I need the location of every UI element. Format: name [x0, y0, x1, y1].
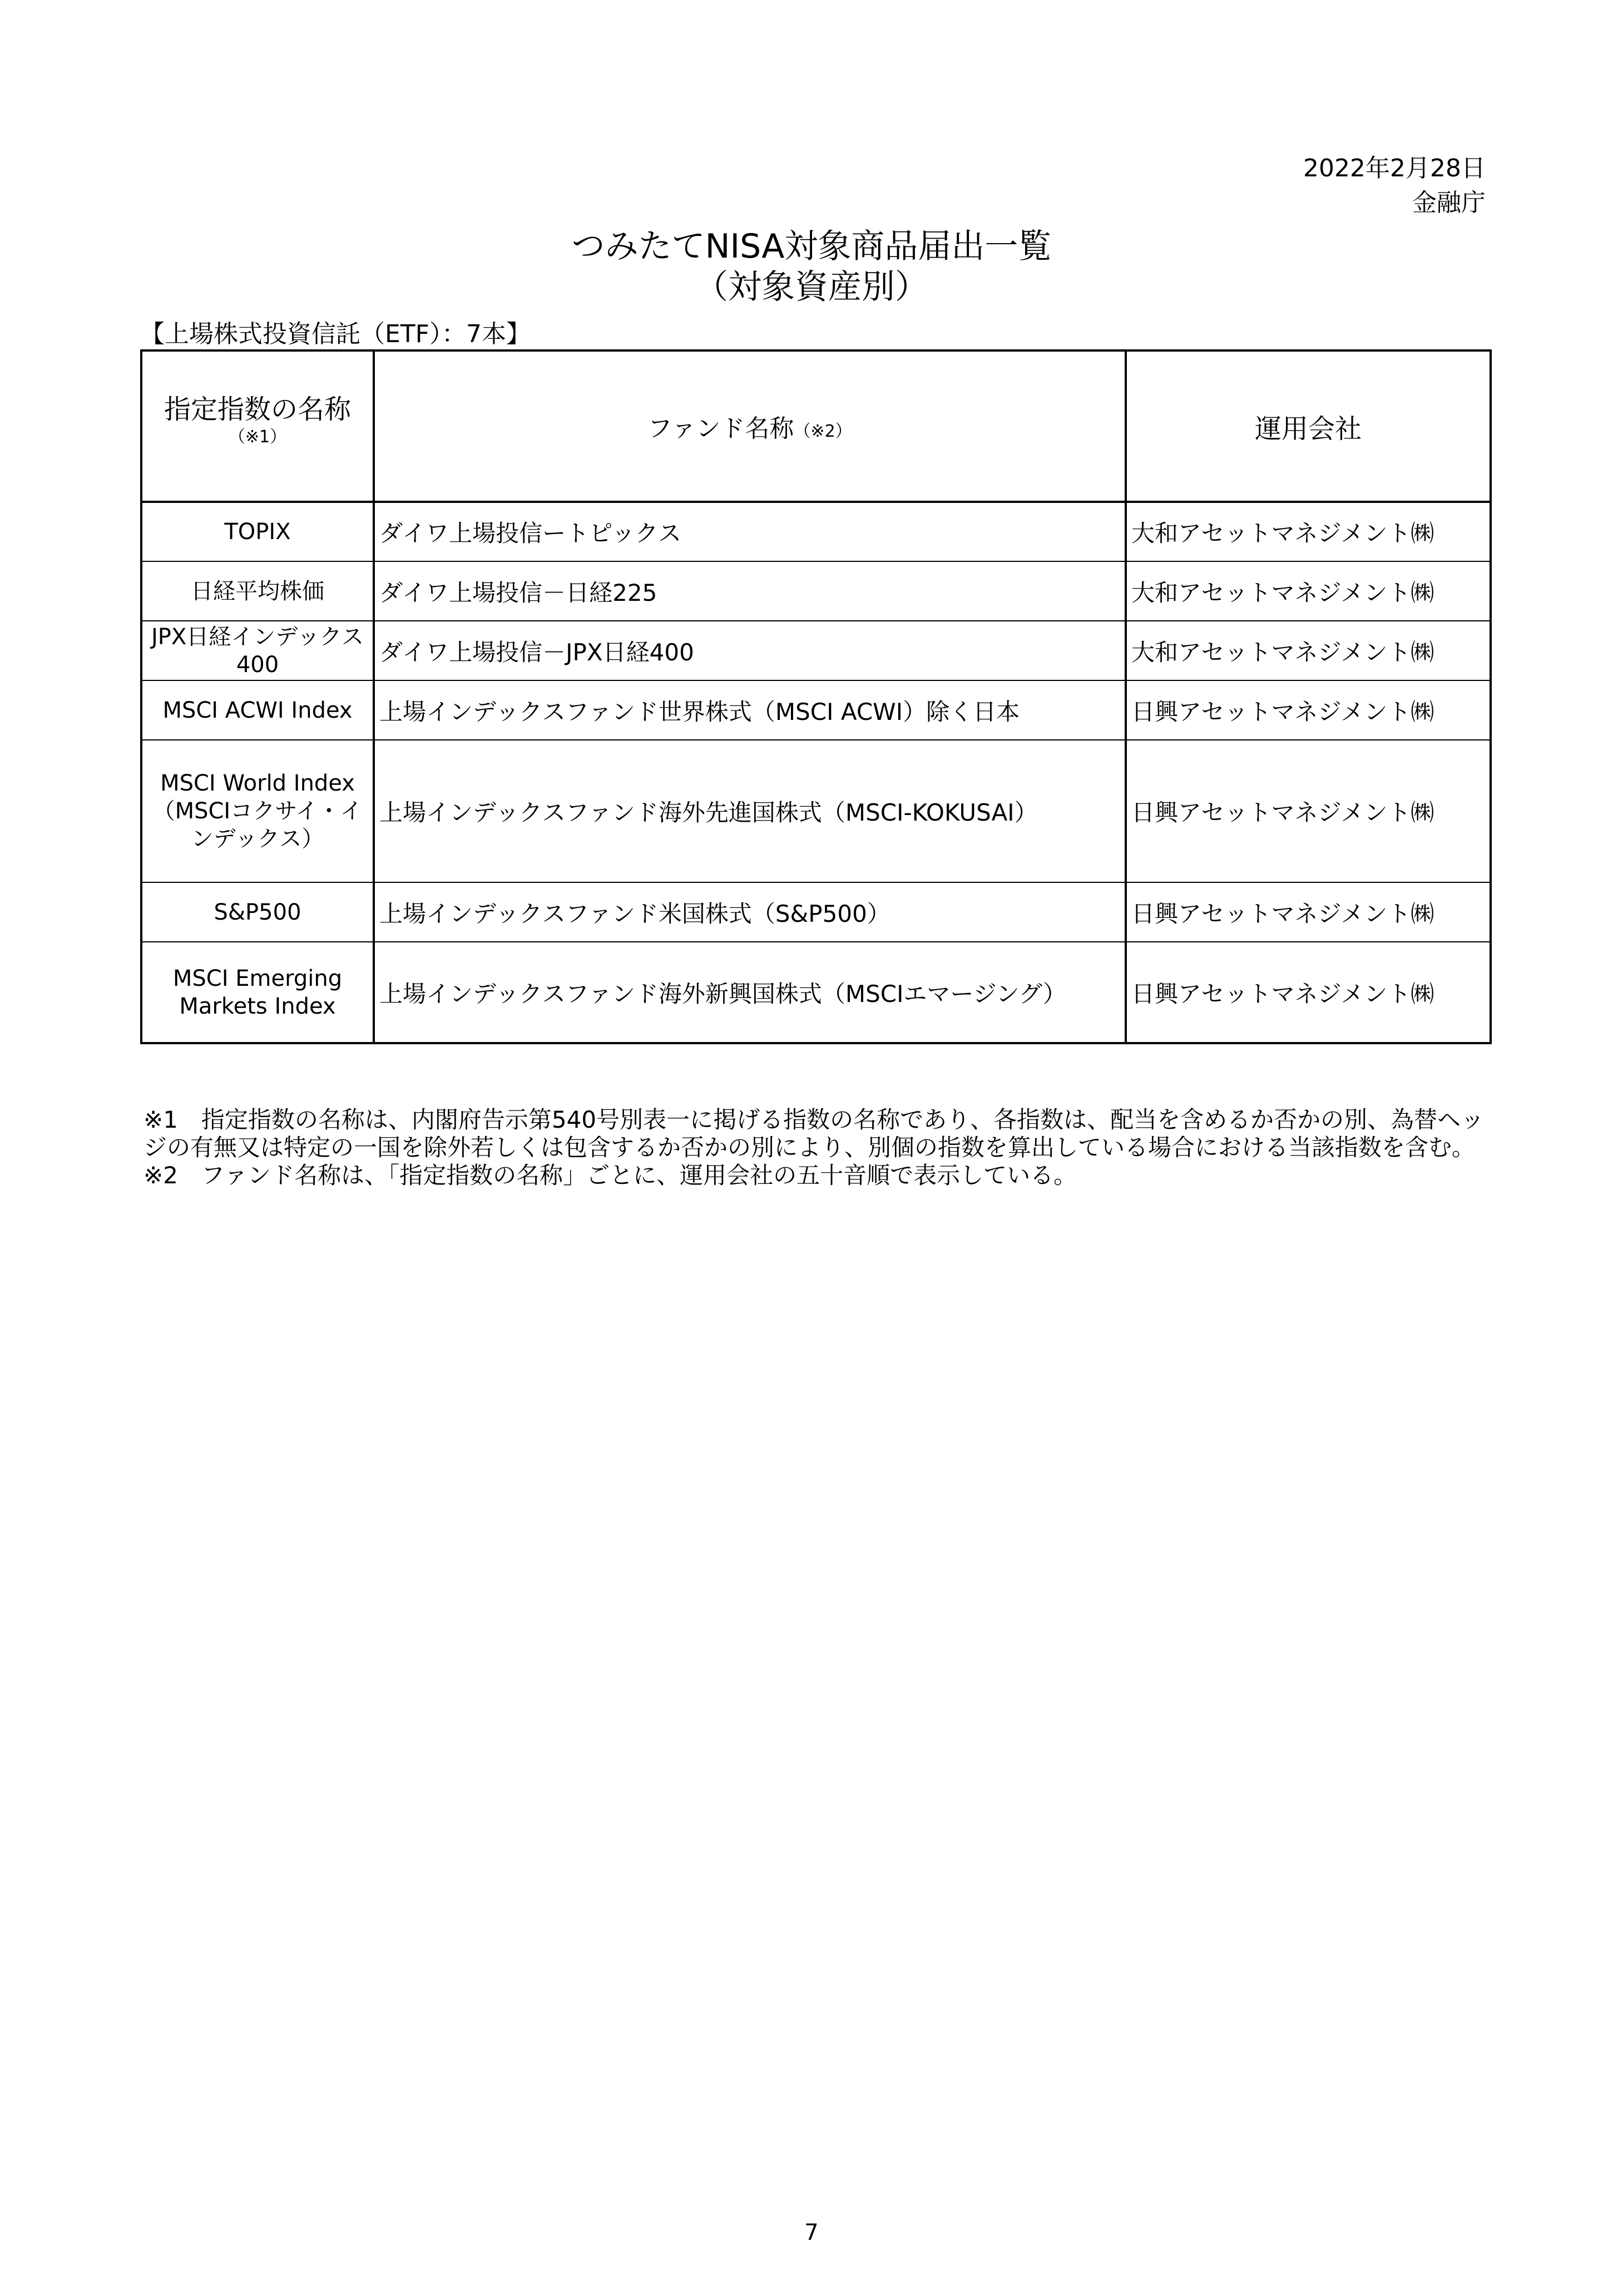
- column-header-company: 運用会社: [1126, 350, 1491, 502]
- document-title: つみたてNISA対象商品届出一覧: [571, 227, 1052, 266]
- document-subtitle: （対象資産別）: [695, 268, 928, 307]
- fund-cell: 上場インデックスファンド海外先進国株式（MSCI-KOKUSAI）: [374, 740, 1126, 882]
- table-row: [141, 882, 1491, 942]
- company-cell: 日興アセットマネジメント㈱: [1126, 680, 1491, 740]
- index-cell: 日経平均株価: [141, 561, 374, 621]
- table-header-row: [141, 350, 1491, 502]
- company-cell: 大和アセットマネジメント㈱: [1126, 502, 1491, 561]
- fund-cell: 上場インデックスファンド世界株式（MSCI ACWI）除く日本: [374, 680, 1126, 740]
- table-row: [141, 680, 1491, 740]
- index-cell: MSCI World Index（MSCIコクサイ・インデックス）: [141, 740, 374, 882]
- table-row: [141, 502, 1491, 561]
- index-cell: MSCI ACWI Index: [141, 680, 374, 740]
- footnote-1: ※1 指定指数の名称は、内閣府告示第540号別表一に掲げる指数の名称であり、各指数は、配当を含めるか否かの別、為替ヘッジの有無又は特定の一国を除外若しくは包含するか否かの別により、別個の指数を算出している場合における当該指数を含む。: [144, 1106, 1485, 1161]
- fund-cell: ダイワ上場投信－JPX日経400: [374, 621, 1126, 680]
- document-date: 2022年2月28日: [1303, 154, 1486, 182]
- table-row: [141, 942, 1491, 1043]
- index-cell: MSCI Emerging Markets Index: [141, 942, 374, 1043]
- fund-name-label: ファンド名称: [647, 414, 794, 443]
- company-cell: 日興アセットマネジメント㈱: [1126, 882, 1491, 942]
- index-cell: S&P500: [141, 882, 374, 942]
- company-cell: 日興アセットマネジメント㈱: [1126, 942, 1491, 1043]
- fund-name-note: （※2）: [794, 422, 852, 441]
- index-cell: JPX日経インデックス400: [141, 621, 374, 680]
- fund-cell: 上場インデックスファンド海外新興国株式（MSCIエマージング）: [374, 942, 1126, 1043]
- table-row: [141, 621, 1491, 680]
- fund-cell: ダイワ上場投信－日経225: [374, 561, 1126, 621]
- fund-cell: ダイワ上場投信ートピックス: [374, 502, 1126, 561]
- footnotes: [144, 1106, 1490, 1189]
- company-cell: 日興アセットマネジメント㈱: [1126, 740, 1491, 882]
- company-cell: 大和アセットマネジメント㈱: [1126, 621, 1491, 680]
- index-name-label: 指定指数の名称: [164, 394, 351, 425]
- column-header-fund-name: [374, 350, 1126, 502]
- index-cell: TOPIX: [141, 502, 374, 561]
- table-row: [141, 561, 1491, 621]
- table-row: [141, 740, 1491, 882]
- index-name-note: （※1）: [228, 427, 287, 447]
- column-header-index-name: [141, 350, 374, 502]
- section-heading: 【上場株式投資信託（ETF）：7本】: [140, 320, 531, 348]
- footnote-2: ※2 ファンド名称は、「指定指数の名称」ごとに、運用会社の五十音順で表示している。: [144, 1162, 1077, 1189]
- company-cell: 大和アセットマネジメント㈱: [1126, 561, 1491, 621]
- page-number: 7: [804, 2220, 819, 2245]
- fund-cell: 上場インデックスファンド米国株式（S&P500）: [374, 882, 1126, 942]
- fund-table: [140, 349, 1492, 1044]
- issuing-agency: 金融庁: [1412, 189, 1486, 217]
